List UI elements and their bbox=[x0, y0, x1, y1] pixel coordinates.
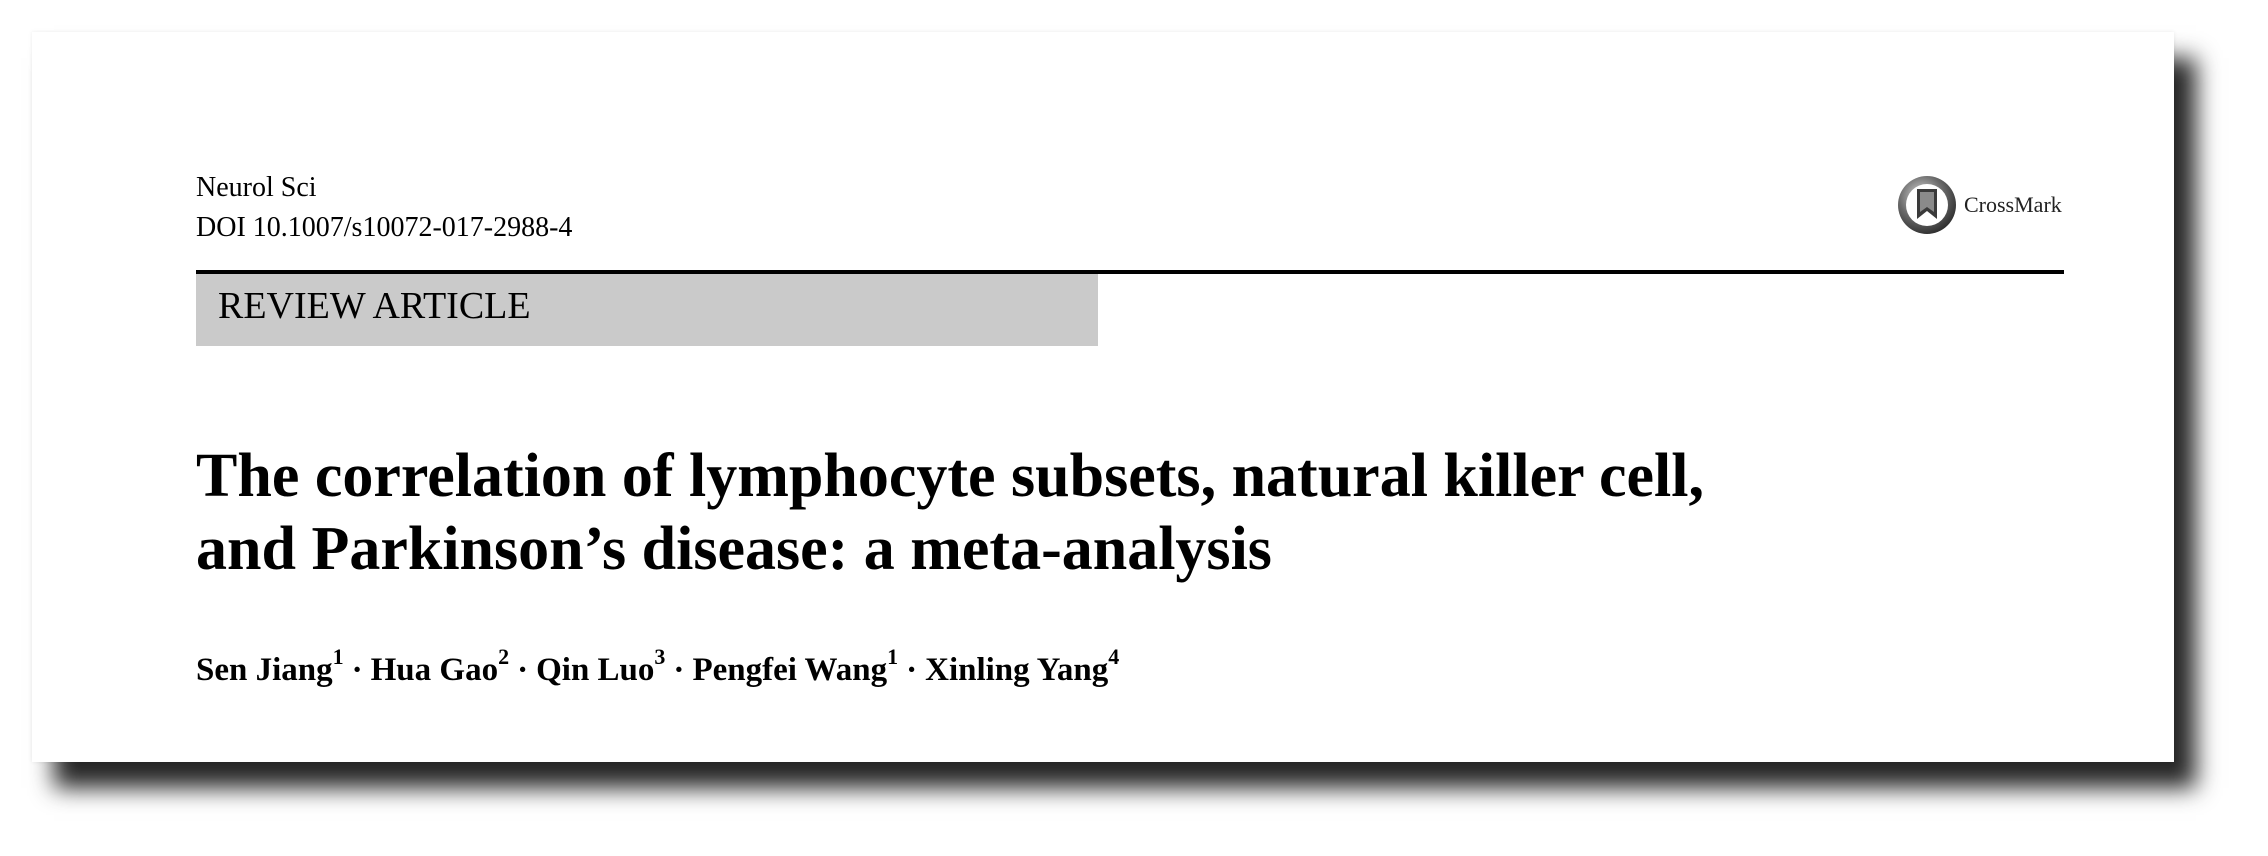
author-separator: · bbox=[673, 652, 685, 688]
author-affiliation: 2 bbox=[498, 644, 510, 669]
crossmark-icon bbox=[1896, 174, 1958, 236]
journal-name: Neurol Sci bbox=[196, 172, 317, 203]
author-name[interactable]: Xinling Yang bbox=[925, 652, 1109, 688]
article-title bbox=[196, 440, 1996, 586]
doi[interactable]: DOI 10.1007/s10072-017-2988-4 bbox=[196, 212, 573, 243]
crossmark-badge[interactable] bbox=[1896, 172, 2062, 238]
author-name[interactable]: Sen Jiang bbox=[196, 652, 333, 688]
title-line-2: and Parkinson’s disease: a meta-analysis bbox=[196, 515, 1272, 583]
title-line-1: The correlation of lymphocyte subsets, natural killer cell, bbox=[196, 442, 1704, 510]
author-list bbox=[196, 644, 1119, 696]
author-separator: · bbox=[351, 652, 363, 688]
author-affiliation: 4 bbox=[1108, 644, 1120, 669]
author-affiliation: 3 bbox=[654, 644, 666, 669]
author-affiliation: 1 bbox=[887, 644, 899, 669]
article-page bbox=[32, 32, 2174, 762]
author-name[interactable]: Pengfei Wang bbox=[692, 652, 888, 688]
author-separator: · bbox=[517, 652, 529, 688]
author-name[interactable]: Hua Gao bbox=[370, 652, 499, 688]
author-separator: · bbox=[906, 652, 918, 688]
crossmark-label: CrossMark bbox=[1964, 192, 2062, 217]
author-affiliation: 1 bbox=[332, 644, 344, 669]
journal-header bbox=[196, 168, 572, 248]
author-name[interactable]: Qin Luo bbox=[536, 652, 655, 688]
article-type-banner: REVIEW ARTICLE bbox=[196, 274, 1098, 346]
